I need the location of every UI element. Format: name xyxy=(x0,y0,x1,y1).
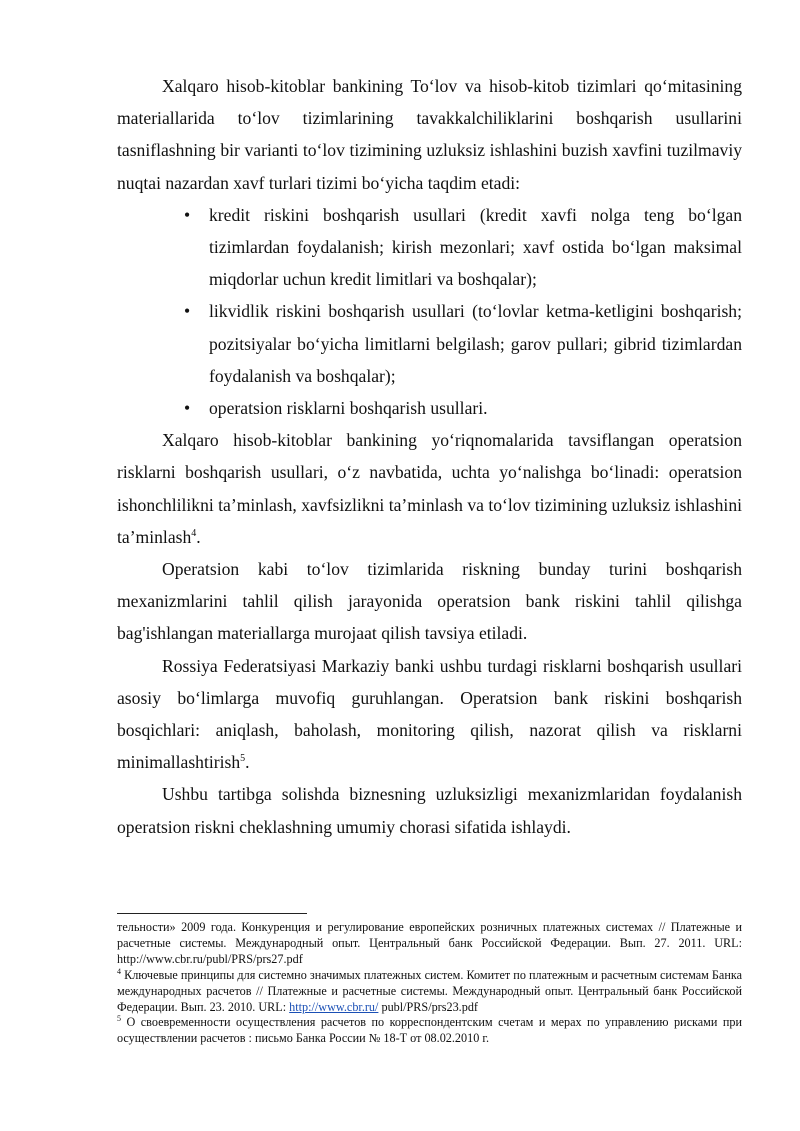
footnote-text: Ключевые принципы для системно значимых платежных систем. Комитет по платежным и расчетным системам Банка международных расчетов // Платежные и расчетные системы. Международный опыт. Центральный банк Российской Федерации. Вып. 23. 2010. URL: xyxy=(117,967,742,1014)
footnote-link[interactable]: http://www.cbr.ru/ xyxy=(289,999,379,1014)
paragraph-text: Rossiya Federatsiyasi Markaziy banki ushbu turdagi risklarni boshqarish usullari asosiy bo‘limlarga muvofiq guruhlangan. Operatsion bank riskini boshqarish bosqichlari: aniqlash, baholash, monitoring qilish, nazorat qilish va risklarni minimallashtirish xyxy=(117,655,742,773)
footnote-5 xyxy=(117,1015,742,1047)
paragraph-intro: Xalqaro hisob-kitoblar bankining To‘lov va hisob-kitob tizimlari qo‘mitasining materiallarida to‘lov tizimlarining tavakkalchiliklarini boshqarish usullarini tasniflashning bir varianti to‘lov tizimining uzluksiz ishlashini buzish xavfini tuzilmaviy nuqtai nazardan xavf turlari tizimi bo‘yicha taqdim etadi: xyxy=(117,76,742,193)
footnote-text-tail: publ/PRS/prs23.pdf xyxy=(378,999,478,1014)
footnote-4 xyxy=(117,968,742,1016)
bullet-marker: • xyxy=(184,204,191,225)
bullet-marker: • xyxy=(184,398,191,419)
document-body xyxy=(117,70,742,843)
paragraph-operational-risk xyxy=(117,424,742,553)
list-item-text: kredit riskini boshqarish usullari (kredit xavfi nolga teng bo‘lgan tizimlardan foydalanish; kirish mezonlari; xavf ostida bo‘lgan maksimal miqdorlar uchun kredit limitlari va boshqalar); xyxy=(209,204,742,290)
list-item-text: likvidlik riskini boshqarish usullari (to‘lovlar ketma-ketligini boshqarish; pozitsiyalar bo‘yicha limitlarni belgilash; garov pullari; gibrid tizimlardan foydalanish va boshqalar); xyxy=(209,301,742,386)
footnote-ref-4[interactable]: 4 xyxy=(191,527,197,539)
bullet-marker: • xyxy=(184,301,191,322)
paragraph-mechanisms: Operatsion kabi to‘lov tizimlarida riskning bunday turini boshqarish mexanizmlarini tahlil qilish jarayonida operatsion bank riskini tahlil qilishga bag'ishlangan materiallarga murojaat qilish tavsiya etiladi. xyxy=(117,559,742,644)
footnote-number: 4 xyxy=(117,966,121,976)
footnote-ref-5[interactable]: 5 xyxy=(240,753,246,765)
list-item-text: operatsion risklarni boshqarish usullari. xyxy=(209,398,488,419)
paragraph-central-bank xyxy=(117,650,742,779)
paragraph-text: Xalqaro hisob-kitoblar bankining yo‘riqnomalarida tavsiflangan operatsion risklarni boshqarish usullari, o‘z navbatida, uchta yo‘nalishga bo‘linadi: operatsion ishonchlilikni ta’minlash, xavfsizlikni ta’minlash va to‘lov tizimining uzluksiz ishlashini ta’minlash xyxy=(117,430,742,547)
paragraph-end: . xyxy=(245,752,250,773)
list-item xyxy=(184,199,742,296)
paragraph-end: . xyxy=(196,526,201,547)
footnotes-section xyxy=(117,913,742,1047)
paragraph-business-continuity: Ushbu tartibga solishda biznesning uzluksizligi mexanizmlaridan foydalanish operatsion riskni cheklashning umumiy chorasi sifatida ishlaydi. xyxy=(117,784,742,837)
footnote-text: О своевременности осуществления расчетов по корреспондентским счетам и мерах по управлению рисками при осуществлении расчетов : письмо Банка России № 18-Т от 08.02.2010 г. xyxy=(117,1015,742,1046)
risk-methods-list xyxy=(117,199,742,424)
footnote-number: 5 xyxy=(117,1014,121,1024)
list-item xyxy=(184,392,742,424)
list-item xyxy=(184,295,742,392)
footnote-continuation: тельности» 2009 года. Конкуренция и регулирование европейских розничных платежных системах // Платежные и расчетные системы. Международный опыт. Центральный банк Российской Федерации. Вып. 27. 2011. URL: http://www.cbr.ru/publ/PRS/prs27.pdf xyxy=(117,920,742,966)
footnote-divider xyxy=(117,913,307,914)
